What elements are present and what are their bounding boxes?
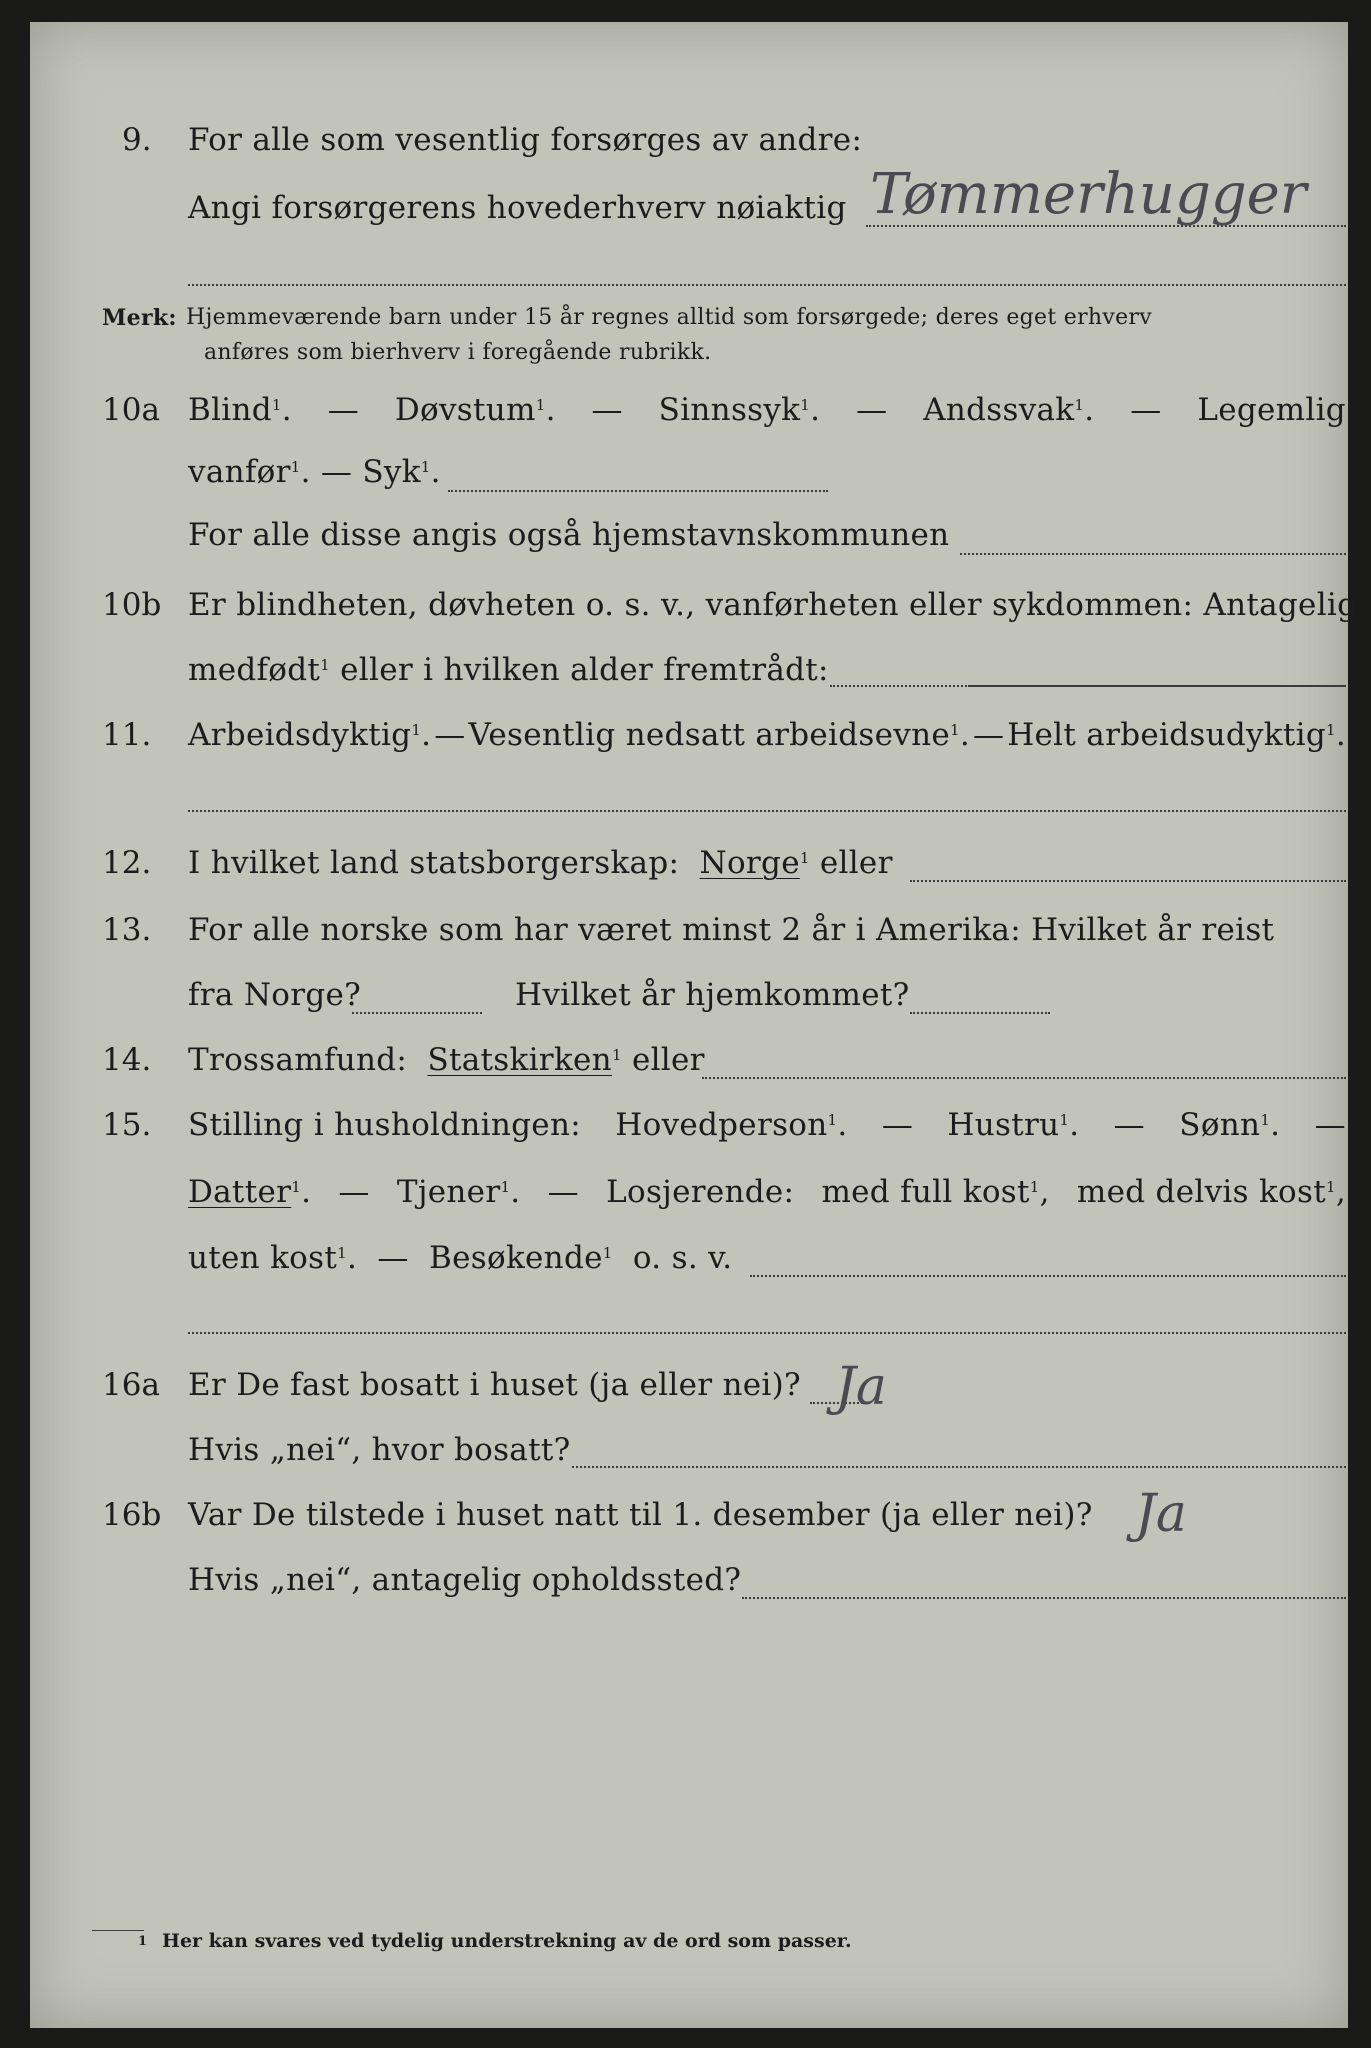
merk-line1: Hjemmeværende barn under 15 år regnes alltid som forsørgede; deres eget erhverv xyxy=(186,305,1152,330)
opt-datter-underlined: Datter xyxy=(188,1174,292,1210)
q9-number: 9. xyxy=(122,122,152,158)
opt-statskirken-underlined: Statskirken xyxy=(427,1042,612,1078)
q10a-line3: For alle disse angis også hjemstavnskommunen xyxy=(188,517,950,553)
footnote-mark: 1 xyxy=(138,1934,148,1949)
q14-number: 14. xyxy=(102,1042,152,1078)
q13-hjem: Hvilket år hjemkommet? xyxy=(515,977,910,1013)
opt-legemlig: Legemlig xyxy=(1197,392,1346,428)
q10a-line1: Blind$^1$. — Døvstum$^1$. — Sinnssyk$^1$. — Andssvak$^1$. — Legemlig xyxy=(188,392,1346,428)
q15-number: 15. xyxy=(102,1107,152,1143)
opt-udyktig: Helt arbeidsudyktig xyxy=(1007,717,1326,753)
q10a-syk-dots xyxy=(448,490,828,492)
opt-sonn: Sønn xyxy=(1179,1107,1261,1143)
q15-dots xyxy=(750,1275,1346,1277)
q16a-line2: Hvis „nei“, hvor bosatt? xyxy=(188,1432,571,1468)
q13-line1: For alle norske som har været minst 2 år i Amerika: Hvilket år reist xyxy=(188,912,1275,948)
q14-line: Trossamfund: Statskirken$^1$ eller xyxy=(188,1042,705,1078)
opt-nedsatt: Vesentlig nedsatt arbeidsevne xyxy=(468,717,950,753)
q13-fra-dots xyxy=(352,1012,482,1014)
opt-losjerende: Losjerende: xyxy=(606,1174,795,1210)
opt-syk: Syk xyxy=(362,454,421,490)
opt-arbeidsdyktig: Arbeidsdyktig xyxy=(188,717,412,753)
q10a-line2: vanfør$^1$. — Syk$^1$. xyxy=(188,454,441,490)
opt-vanfor: vanfør xyxy=(188,454,291,490)
opt-besokende: Besøkende xyxy=(429,1240,603,1276)
opt-medfodt: medfødt xyxy=(188,652,321,688)
opt-norge-underlined: Norge xyxy=(699,845,800,881)
q14-dots xyxy=(702,1077,1346,1079)
q12-dots xyxy=(910,880,1346,882)
q10b-dots xyxy=(830,685,970,687)
q10b-line xyxy=(970,685,1346,687)
q15-line1: Stilling i husholdningen: Hovedperson$^1$. — Hustru$^1$. — Sønn$^1$. — xyxy=(188,1107,1346,1143)
opt-blind: Blind xyxy=(188,392,272,428)
q16b-opholdssted-dots xyxy=(742,1597,1346,1599)
q10b-line2: medfødt$^1$ eller i hvilken alder fremtrådt: xyxy=(188,652,829,688)
opt-uten-kost: uten kost xyxy=(188,1240,338,1276)
opt-delvis-kost: med delvis kost xyxy=(1076,1174,1326,1210)
merk-line2: anføres som bierhverv i foregående rubrikk. xyxy=(204,340,712,365)
q10a-kommune-dots xyxy=(960,553,1346,555)
q15-line3: uten kost$^1$. — Besøkende$^1$ o. s. v. xyxy=(188,1240,733,1276)
opt-tjener: Tjener xyxy=(396,1174,501,1210)
q13-fra: fra Norge? xyxy=(188,977,362,1013)
q15-blank-dots xyxy=(188,1332,1346,1334)
q12-line: I hvilket land statsborgerskap: Norge$^1$ eller xyxy=(188,845,893,881)
q11-line: Arbeidsdyktig$^1$. — Vesentlig nedsatt arbeidsevne$^1$. — Helt arbeidsudyktig$^1$. xyxy=(188,717,1346,753)
q9-blank-dots xyxy=(188,284,1346,286)
q16a-number: 16a xyxy=(102,1367,160,1403)
q12-number: 12. xyxy=(102,845,152,881)
q13-number: 13. xyxy=(102,912,152,948)
footnote-rule xyxy=(92,1930,144,1931)
q11-number: 11. xyxy=(102,717,152,753)
census-form-page xyxy=(30,22,1358,2028)
opt-hustru: Hustru xyxy=(947,1107,1060,1143)
q16a-answer-handwritten: Ja xyxy=(835,1357,887,1417)
q10b-number: 10b xyxy=(102,587,162,623)
q10b-line1: Er blindheten, døvheten o. s. v., vanførheten eller sykdommen: Antagelig xyxy=(188,587,1358,623)
footnote-text: Her kan svares ved tydelig understrekning av de ord som passer. xyxy=(162,1930,852,1952)
q11-blank-dots xyxy=(188,810,1346,812)
opt-sinnssyk: Sinnssyk xyxy=(658,392,801,428)
q15-line2: Datter$^1$. — Tjener$^1$. — Losjerende: med full kost$^1$, med delvis kost$^1$, xyxy=(188,1174,1346,1210)
q16b-line2: Hvis „nei“, antagelig opholdssted? xyxy=(188,1562,742,1598)
opt-hovedperson: Hovedperson xyxy=(615,1107,828,1143)
q16a-line1: Er De fast bosatt i huset (ja eller nei)? xyxy=(188,1367,801,1403)
q10a-number: 10a xyxy=(102,392,160,428)
q9-line1: For alle som vesentlig forsørges av andre: xyxy=(188,122,863,158)
q16b-answer-handwritten: Ja xyxy=(1135,1484,1187,1544)
q9-answer-handwritten: Tømmerhugger xyxy=(870,162,1307,227)
q16a-bosatt-dots xyxy=(572,1466,1346,1468)
q16b-line1: Var De tilstede i huset natt til 1. desember (ja eller nei)? xyxy=(188,1497,1093,1533)
q16b-number: 16b xyxy=(102,1497,162,1533)
opt-andssvak: Andssvak xyxy=(923,392,1075,428)
opt-full-kost: med full kost xyxy=(821,1174,1030,1210)
merk-label: Merk: xyxy=(102,305,177,331)
opt-dovstum: Døvstum xyxy=(394,392,536,428)
q13-hjem-dots xyxy=(910,1012,1050,1014)
q9-line2: Angi forsørgerens hovederhverv nøiaktig xyxy=(188,190,847,226)
